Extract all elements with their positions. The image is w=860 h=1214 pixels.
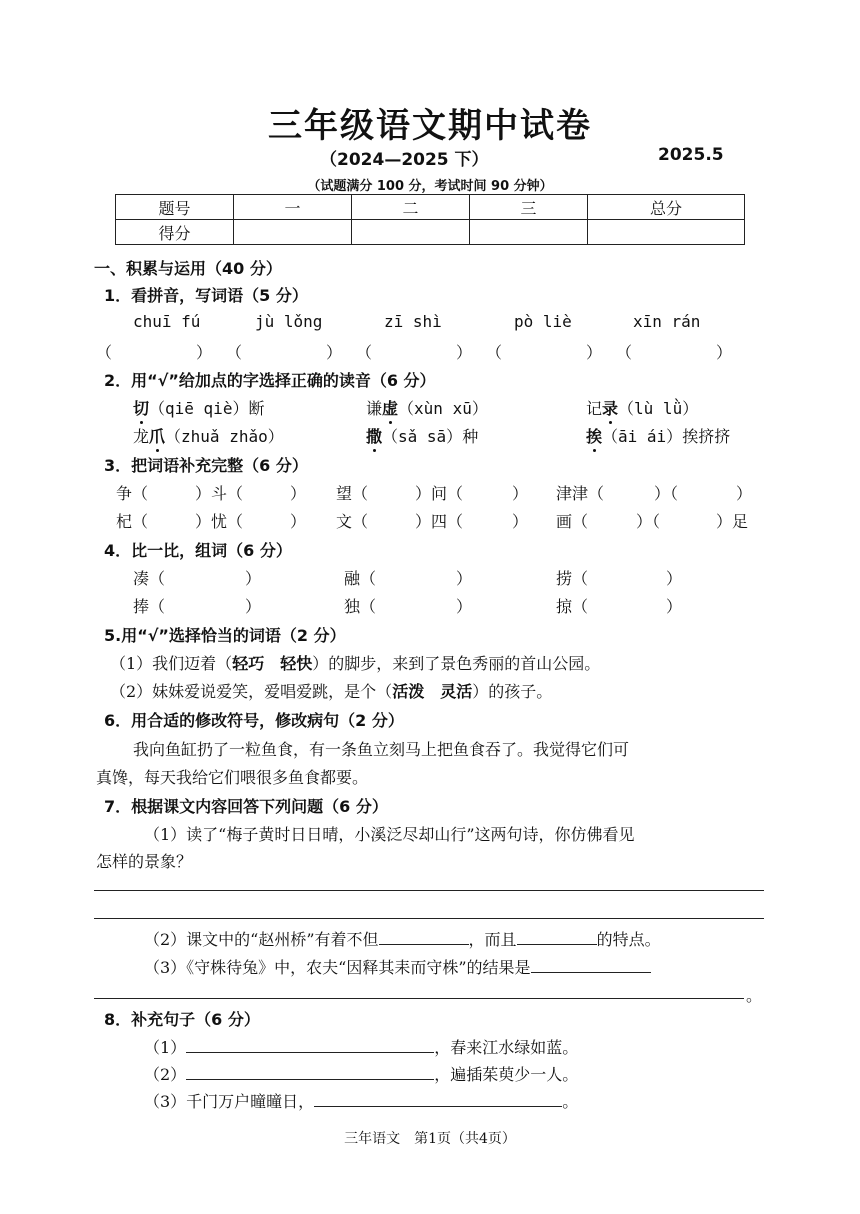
compare-word: ） (245, 569, 262, 588)
reading-options[interactable]: （xùn xū） (398, 399, 488, 418)
word-options[interactable]: 轻巧 轻快 (232, 654, 313, 673)
answer-blank[interactable] (314, 1090, 562, 1107)
dotted-char: 录 (602, 399, 619, 418)
answer-blank[interactable] (186, 1063, 434, 1080)
poem-line: （3）千门万户曈曈日， 。 (144, 1092, 579, 1111)
pinyin: zī shì (384, 312, 442, 331)
period: 。 (746, 986, 763, 1005)
compare-word: 融（ (344, 569, 377, 588)
answer-bracket: （ (486, 343, 503, 362)
reading-item: 切（qiē qiè）断 (133, 399, 265, 418)
question-5-title: 5.用“√”选择恰当的词语（2 分） (104, 626, 346, 645)
reading-item: 谦虚（xùn xū） (366, 399, 488, 418)
fill-part: ）四（ (415, 512, 464, 531)
answer-bracket: ） (196, 343, 213, 362)
question-7-title: 7．根据课文内容回答下列问题（6 分） (104, 797, 388, 816)
answer-bracket: ） (716, 343, 733, 362)
dotted-char: 爪 (149, 427, 166, 446)
reading-options[interactable]: （lù lǜ） (618, 399, 699, 418)
answer-bracket: （ (616, 343, 633, 362)
fill-part: ）斗（ (195, 484, 244, 503)
score-cell[interactable] (352, 220, 470, 245)
score-cell[interactable] (588, 220, 745, 245)
question-4-title: 4．比一比，组词（6 分） (104, 541, 292, 560)
choice-sentence: （2）妹妹爱说爱笑，爱唱爱跳，是个（活泼 灵活）的孩子。 (110, 682, 553, 701)
answer-blank[interactable] (517, 928, 597, 945)
answer-blank[interactable] (379, 928, 469, 945)
answer-bracket: ） (456, 343, 473, 362)
page-footer: 三年语文 第1页（共4页） (344, 1131, 516, 1147)
exam-date: 2025.5 (658, 145, 724, 165)
exam-title: 三年级语文期中试卷 (268, 106, 592, 146)
choice-sentence: （1）我们迈着（轻巧 轻快）的脚步，来到了景色秀丽的首山公园。 (110, 654, 601, 673)
question-6-title: 6．用合适的修改符号，修改病句（2 分） (104, 711, 404, 730)
fill-part: 画（ (556, 512, 589, 531)
year-range: （2024—2025 下） (320, 150, 489, 170)
answer-bracket: ） (586, 343, 603, 362)
score-header-cell: 三 (470, 195, 588, 220)
answer-line[interactable] (94, 918, 764, 919)
reading-options[interactable]: （qiē qiè） (149, 399, 249, 418)
fill-part: 津津（ (556, 484, 605, 503)
fill-part: ）（ (654, 484, 679, 503)
compare-word: 凑（ (133, 569, 166, 588)
fill-part: 争（ (116, 484, 149, 503)
reading-options[interactable]: （zhuǎ zhǎo） (165, 427, 284, 446)
fill-part: 杞（ (116, 512, 149, 531)
question-text: 怎样的景象？ (96, 852, 193, 871)
compare-word: 捞（ (556, 569, 589, 588)
fill-part: ） (736, 484, 753, 503)
question-8-title: 8．补充句子（6 分） (104, 1010, 260, 1029)
poem-line: （1） ，春来江水绿如蓝。 (144, 1038, 579, 1057)
fill-part: ） (290, 512, 307, 531)
fill-part: ） (512, 512, 529, 531)
poem-line: （2） ，遍插茱萸少一人。 (144, 1065, 579, 1084)
answer-bracket: （ (226, 343, 243, 362)
section-title: 一、积累与运用（40 分） (94, 259, 282, 278)
fill-part: ）忧（ (195, 512, 244, 531)
question-text: （3）《守株待兔》中，农夫“因释其耒而守株”的结果是 (144, 955, 651, 978)
question-3-title: 3．把词语补充完整（6 分） (104, 456, 308, 475)
answer-line[interactable] (94, 998, 744, 999)
score-cell[interactable] (470, 220, 588, 245)
exam-note: （试题满分 100 分，考试时间 90 分钟） (307, 179, 553, 194)
compare-word: 独（ (344, 597, 377, 616)
pinyin: jù lǒng (255, 312, 323, 331)
reading-item: 龙爪（zhuǎ zhǎo） (133, 427, 284, 446)
answer-line[interactable] (94, 890, 764, 891)
compare-word: ） (666, 569, 683, 588)
pinyin: xīn rán (633, 312, 701, 331)
question-2-title: 2．用“√”给加点的字选择正确的读音（6 分） (104, 371, 436, 390)
score-header-cell: 二 (352, 195, 470, 220)
faulty-sentence: 真馋，每天我给它们喂很多鱼食都要。 (96, 768, 369, 787)
reading-item: 挨（āi ái）挨挤挤 (586, 427, 731, 446)
reading-item: 撒（sǎ sā）种 (366, 427, 479, 446)
question-1-title: 1．看拼音，写词语（5 分） (104, 286, 308, 305)
reading-item: 记录（lù lǜ） (586, 399, 699, 418)
score-row-label: 得分 (116, 220, 234, 245)
fill-part: 文（ (336, 512, 369, 531)
fill-part: ） (512, 484, 529, 503)
fill-part: 望（ (336, 484, 369, 503)
answer-blank[interactable] (186, 1036, 434, 1053)
score-header-cell: 总分 (588, 195, 745, 220)
reading-options[interactable]: （sǎ sā） (382, 427, 463, 446)
question-text: （2）课文中的“赵州桥”有着不但 ，而且 的特点。 (144, 930, 661, 949)
answer-blank[interactable] (531, 956, 651, 973)
dotted-char: 撒 (366, 427, 383, 446)
dotted-char: 挨 (586, 427, 603, 446)
reading-options[interactable]: （āi ái） (602, 427, 683, 446)
fill-part: ）足 (716, 512, 749, 531)
answer-bracket: ） (326, 343, 343, 362)
compare-word: ） (666, 597, 683, 616)
fill-part: ）问（ (415, 484, 464, 503)
word-options[interactable]: 活泼 灵活 (392, 682, 473, 701)
faulty-sentence: 我向鱼缸扔了一粒鱼食，有一条鱼立刻马上把鱼食吞了。我觉得它们可 (133, 740, 630, 759)
fill-part: ） (290, 484, 307, 503)
answer-bracket: （ (96, 343, 113, 362)
compare-word: ） (245, 597, 262, 616)
compare-word: ） (456, 597, 473, 616)
score-header-cell: 题号 (116, 195, 234, 220)
question-text: （1）读了“梅子黄时日日晴，小溪泛尽却山行”这两句诗，你仿佛看见 (144, 825, 635, 844)
fill-part: ）（ (636, 512, 661, 531)
score-table (115, 194, 745, 245)
score-cell[interactable] (234, 220, 352, 245)
score-header-cell: 一 (234, 195, 352, 220)
dotted-char: 切 (133, 399, 150, 418)
compare-word: 掠（ (556, 597, 589, 616)
pinyin: pò liè (514, 312, 572, 331)
pinyin: chuī fú (133, 312, 201, 331)
compare-word: 捧（ (133, 597, 166, 616)
answer-bracket: （ (356, 343, 373, 362)
dotted-char: 虚 (382, 399, 399, 418)
compare-word: ） (456, 569, 473, 588)
